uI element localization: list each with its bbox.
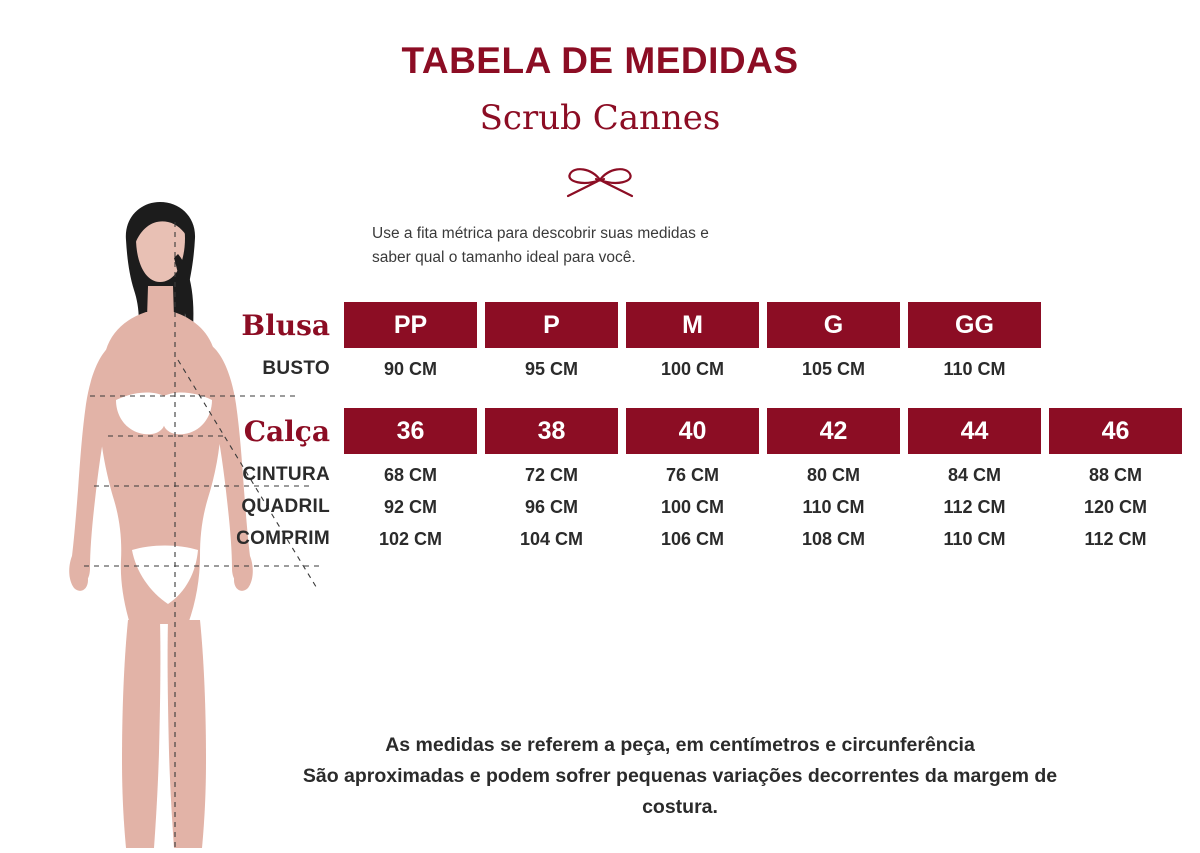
size-chip-calca-44: 44 [908, 408, 1041, 454]
cell-quadril-46: 120 CM [1083, 496, 1148, 517]
size-tables [210, 292, 1190, 560]
row-label-busto: BUSTO [262, 358, 330, 379]
cell-busto-m: 100 CM [660, 358, 725, 379]
page-subtitle: Scrub Cannes [479, 98, 721, 138]
table-row-comprim [218, 528, 1182, 550]
footer-note-line-3: costura. [642, 796, 718, 819]
cell-comprim-36: 102 CM [378, 528, 443, 549]
size-table [210, 292, 1190, 560]
instructions-line-1: Use a fita métrica para descobrir suas medidas e [372, 225, 709, 242]
cell-busto-gg: 110 CM [943, 358, 1006, 379]
group-label-calca: Calça [243, 414, 330, 448]
page-title: TABELA DE MEDIDAS [401, 40, 799, 81]
cell-comprim-40: 106 CM [660, 528, 725, 549]
cell-quadril-44: 112 CM [943, 496, 1006, 517]
cell-quadril-42: 110 CM [802, 496, 865, 517]
size-chip-calca-38: 38 [485, 408, 618, 454]
instructions-text [372, 222, 792, 270]
cell-quadril-40: 100 CM [660, 496, 725, 517]
cell-cintura-40: 76 CM [665, 464, 719, 485]
table-row-busto [218, 358, 1182, 380]
cell-comprim-46: 112 CM [1084, 528, 1147, 549]
size-chip-blusa-m: M [626, 302, 759, 348]
size-chip-blusa-gg: GG [908, 302, 1041, 348]
size-chip-blusa-pp: PP [344, 302, 477, 348]
cell-cintura-46: 88 CM [1088, 464, 1142, 485]
group-label-blusa: Blusa [241, 308, 330, 342]
cell-busto-g: 105 CM [801, 358, 866, 379]
cell-cintura-38: 72 CM [524, 464, 578, 485]
cell-busto-p: 95 CM [524, 358, 578, 379]
cell-comprim-38: 104 CM [519, 528, 584, 549]
table-row-blusa-sizes [218, 302, 1182, 348]
table-row-quadril [218, 496, 1182, 518]
table-spacer [218, 390, 1182, 398]
size-chip-calca-42: 42 [767, 408, 900, 454]
size-chip-calca-46: 46 [1049, 408, 1182, 454]
size-chip-calca-36: 36 [344, 408, 477, 454]
ribbon-bow-icon [540, 160, 660, 200]
instructions-line-2: saber qual o tamanho ideal para você. [372, 249, 636, 267]
footer-note-line-2: São aproximadas e podem sofrer pequenas variações decorrentes da margem de [302, 765, 1058, 788]
table-row-calca-sizes [218, 408, 1182, 454]
size-chip-blusa-g: G [767, 302, 900, 348]
size-chip-blusa-p: P [485, 302, 618, 348]
row-label-comprim: COMPRIM [236, 528, 330, 549]
cell-cintura-36: 68 CM [383, 464, 437, 485]
cell-busto-pp: 90 CM [383, 358, 437, 379]
table-row-cintura [218, 464, 1182, 486]
row-label-cintura: CINTURA [242, 464, 330, 485]
cell-comprim-42: 108 CM [801, 528, 866, 549]
row-label-quadril: QUADRIL [241, 496, 330, 517]
size-chip-calca-40: 40 [626, 408, 759, 454]
cell-comprim-44: 110 CM [943, 528, 1006, 549]
cell-cintura-44: 84 CM [947, 464, 1001, 485]
cell-quadril-38: 96 CM [524, 496, 578, 517]
cell-quadril-36: 92 CM [383, 496, 437, 517]
footer-note-line-1: As medidas se referem a peça, em centímetros e circunferência [385, 734, 975, 756]
footer-note [180, 730, 1180, 824]
cell-cintura-42: 80 CM [806, 464, 860, 485]
